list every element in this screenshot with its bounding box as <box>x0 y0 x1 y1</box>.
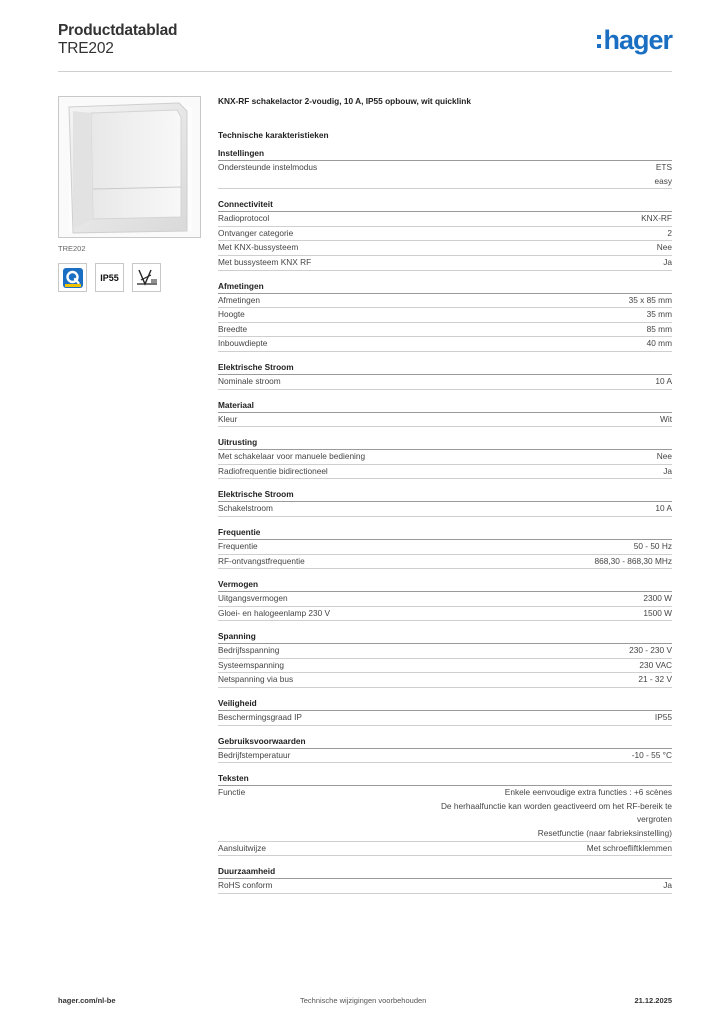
spec-row <box>218 465 672 480</box>
spec-value: Met schroefliftklemmen <box>586 842 672 853</box>
spec-group <box>218 698 672 726</box>
footer-date: 21.12.2025 <box>634 996 672 1005</box>
quicklink-icon <box>62 267 84 289</box>
spec-label: RF-ontvangstfrequentie <box>218 555 305 566</box>
document-title: Productdatablad <box>58 22 178 39</box>
spec-groups <box>218 148 672 894</box>
spec-value: 10 A <box>655 503 672 514</box>
group-spacer <box>218 479 672 489</box>
spec-row <box>218 323 672 338</box>
spec-value: 85 mm <box>646 323 672 334</box>
spec-label: Afmetingen <box>218 294 260 305</box>
spec-value: Ja <box>663 465 672 476</box>
spec-row <box>218 227 672 242</box>
spec-row <box>218 592 672 607</box>
spec-row <box>218 502 672 517</box>
group-spacer <box>218 271 672 281</box>
group-spacer <box>218 427 672 437</box>
spec-row <box>218 256 672 271</box>
spec-group-title: Materiaal <box>218 400 672 413</box>
spec-group-title: Spanning <box>218 631 672 644</box>
spec-label: Bedrijfstemperatuur <box>218 749 291 760</box>
spec-group-title: Frequentie <box>218 527 672 540</box>
spec-group-title: Teksten <box>218 773 672 786</box>
spec-row <box>218 673 672 688</box>
spec-label: Kleur <box>218 413 238 424</box>
spec-value: 230 - 230 V <box>629 645 672 656</box>
spec-group-title: Duurzaamheid <box>218 866 672 879</box>
spec-value: Nee <box>656 242 672 253</box>
spec-value: Ja <box>663 256 672 267</box>
spec-group <box>218 281 672 352</box>
spec-label: Beschermingsgraad IP <box>218 712 302 723</box>
spec-row <box>218 413 672 428</box>
spec-group <box>218 866 672 894</box>
spec-row <box>218 540 672 555</box>
spec-value: 10 A <box>655 375 672 386</box>
spec-label: Functie <box>218 787 246 798</box>
spec-group-title: Afmetingen <box>218 281 672 294</box>
ip55-badge <box>95 263 124 292</box>
spec-label: RoHS conform <box>218 880 273 891</box>
spec-group-title: Connectiviteit <box>218 199 672 212</box>
spec-group-title: Instellingen <box>218 148 672 161</box>
footer-website-link[interactable]: hager.com/nl-be <box>58 996 116 1005</box>
logo-text: hager <box>603 25 672 55</box>
spec-row <box>218 161 672 189</box>
spec-row <box>218 659 672 674</box>
photo-caption: TRE202 <box>58 244 86 253</box>
spec-group <box>218 579 672 621</box>
spec-group <box>218 400 672 428</box>
spec-label: Met schakelaar voor manuele bediening <box>218 451 366 462</box>
spec-value: 1500 W <box>643 607 672 618</box>
hager-logo[interactable] <box>597 26 672 54</box>
spec-row <box>218 786 672 841</box>
footer-disclaimer: Technische wijzigingen voorbehouden <box>300 996 427 1005</box>
spec-group-title: Elektrische Stroom <box>218 362 672 375</box>
spec-value: 2 <box>667 227 672 238</box>
spec-group <box>218 736 672 764</box>
group-spacer <box>218 390 672 400</box>
spec-value: -10 - 55 °C <box>631 749 672 760</box>
group-spacer <box>218 856 672 866</box>
spec-group <box>218 527 672 569</box>
spec-row <box>218 337 672 352</box>
spec-row <box>218 749 672 764</box>
spec-value: 50 - 50 Hz <box>633 540 672 551</box>
spec-group <box>218 148 672 189</box>
spec-value: KNX-RF <box>641 213 672 224</box>
product-description: KNX-RF schakelactor 2-voudig, 10 A, IP55 opbouw, wit quicklink <box>218 96 471 106</box>
spec-label: Ondersteunde instelmodus <box>218 162 318 172</box>
spec-label: Frequentie <box>218 540 258 551</box>
spec-group <box>218 773 672 856</box>
spec-value: ETS easy <box>654 162 672 186</box>
spec-value: 40 mm <box>646 338 672 349</box>
spec-row <box>218 644 672 659</box>
group-spacer <box>218 352 672 362</box>
spec-value: 2300 W <box>643 593 672 604</box>
spec-content <box>218 96 672 894</box>
switch-curve-icon <box>135 266 159 290</box>
spec-row <box>218 241 672 256</box>
page-header <box>58 22 672 72</box>
spec-row <box>218 879 672 894</box>
spec-label: Met bussysteem KNX RF <box>218 256 312 267</box>
spec-label: Netspanning via bus <box>218 674 294 685</box>
spec-label: Radiofrequentie bidirectioneel <box>218 465 328 476</box>
switching-symbol-badge <box>132 263 161 292</box>
spec-value: Nee <box>656 451 672 462</box>
quicklink-badge <box>58 263 87 292</box>
logo-dots-icon <box>597 35 601 48</box>
spec-label: Schakelstroom <box>218 503 273 514</box>
spec-row <box>218 308 672 323</box>
spec-label: Gloei- en halogeenlamp 230 V <box>218 607 331 618</box>
group-spacer <box>218 763 672 773</box>
spec-label: Breedte <box>218 323 248 334</box>
spec-label: Hoogte <box>218 309 245 320</box>
spec-value: 868,30 - 868,30 MHz <box>594 555 672 566</box>
spec-row <box>218 607 672 622</box>
spec-group-title: Uitrusting <box>218 437 672 450</box>
spec-label: Aansluitwijze <box>218 842 266 853</box>
spec-group-title: Gebruiksvoorwaarden <box>218 736 672 749</box>
spec-group <box>218 631 672 688</box>
spec-row <box>218 711 672 726</box>
spec-label: Inbouwdiepte <box>218 338 268 349</box>
certification-badges <box>58 263 161 292</box>
spec-group-title: Vermogen <box>218 579 672 592</box>
spec-label: Bedrijfsspanning <box>218 645 280 656</box>
spec-label: Systeemspanning <box>218 659 284 670</box>
spec-row <box>218 294 672 309</box>
group-spacer <box>218 726 672 736</box>
ip55-label: IP55 <box>100 272 119 283</box>
spec-value: 21 - 32 V <box>638 674 672 685</box>
spec-label: Met KNX-bussysteem <box>218 242 299 253</box>
group-spacer <box>218 569 672 579</box>
spec-value: 35 mm <box>646 309 672 320</box>
spec-label: Ontvanger categorie <box>218 227 294 238</box>
group-spacer <box>218 688 672 698</box>
spec-group <box>218 199 672 270</box>
group-spacer <box>218 189 672 199</box>
spec-value: 230 VAC <box>639 659 672 670</box>
spec-row <box>218 842 672 857</box>
group-spacer <box>218 621 672 631</box>
spec-row <box>218 212 672 227</box>
spec-group <box>218 489 672 517</box>
spec-value: Ja <box>663 880 672 891</box>
spec-row <box>218 375 672 390</box>
spec-value: Wit <box>660 413 672 424</box>
spec-group-title: Veiligheid <box>218 698 672 711</box>
spec-group-title: Elektrische Stroom <box>218 489 672 502</box>
spec-label: Uitgangsvermogen <box>218 593 288 604</box>
section-heading: Technische karakteristieken <box>218 130 329 140</box>
product-photo <box>58 96 201 238</box>
spec-value: IP55 <box>654 712 672 723</box>
spec-value: 35 x 85 mm <box>628 294 672 305</box>
spec-group <box>218 362 672 390</box>
product-code: TRE202 <box>58 40 114 57</box>
spec-row <box>218 555 672 570</box>
spec-group <box>218 437 672 479</box>
spec-row <box>218 450 672 465</box>
spec-label: Nominale stroom <box>218 375 281 386</box>
spec-value: Enkele eenvoudige extra functies : +6 scènes De herhaalfunctie kan worden geactiveerd om het RF-bereik te vergroten Resetfunctie (naar fabrieksinstelling) <box>440 787 672 839</box>
group-spacer <box>218 517 672 527</box>
spec-label: Radioprotocol <box>218 213 270 224</box>
